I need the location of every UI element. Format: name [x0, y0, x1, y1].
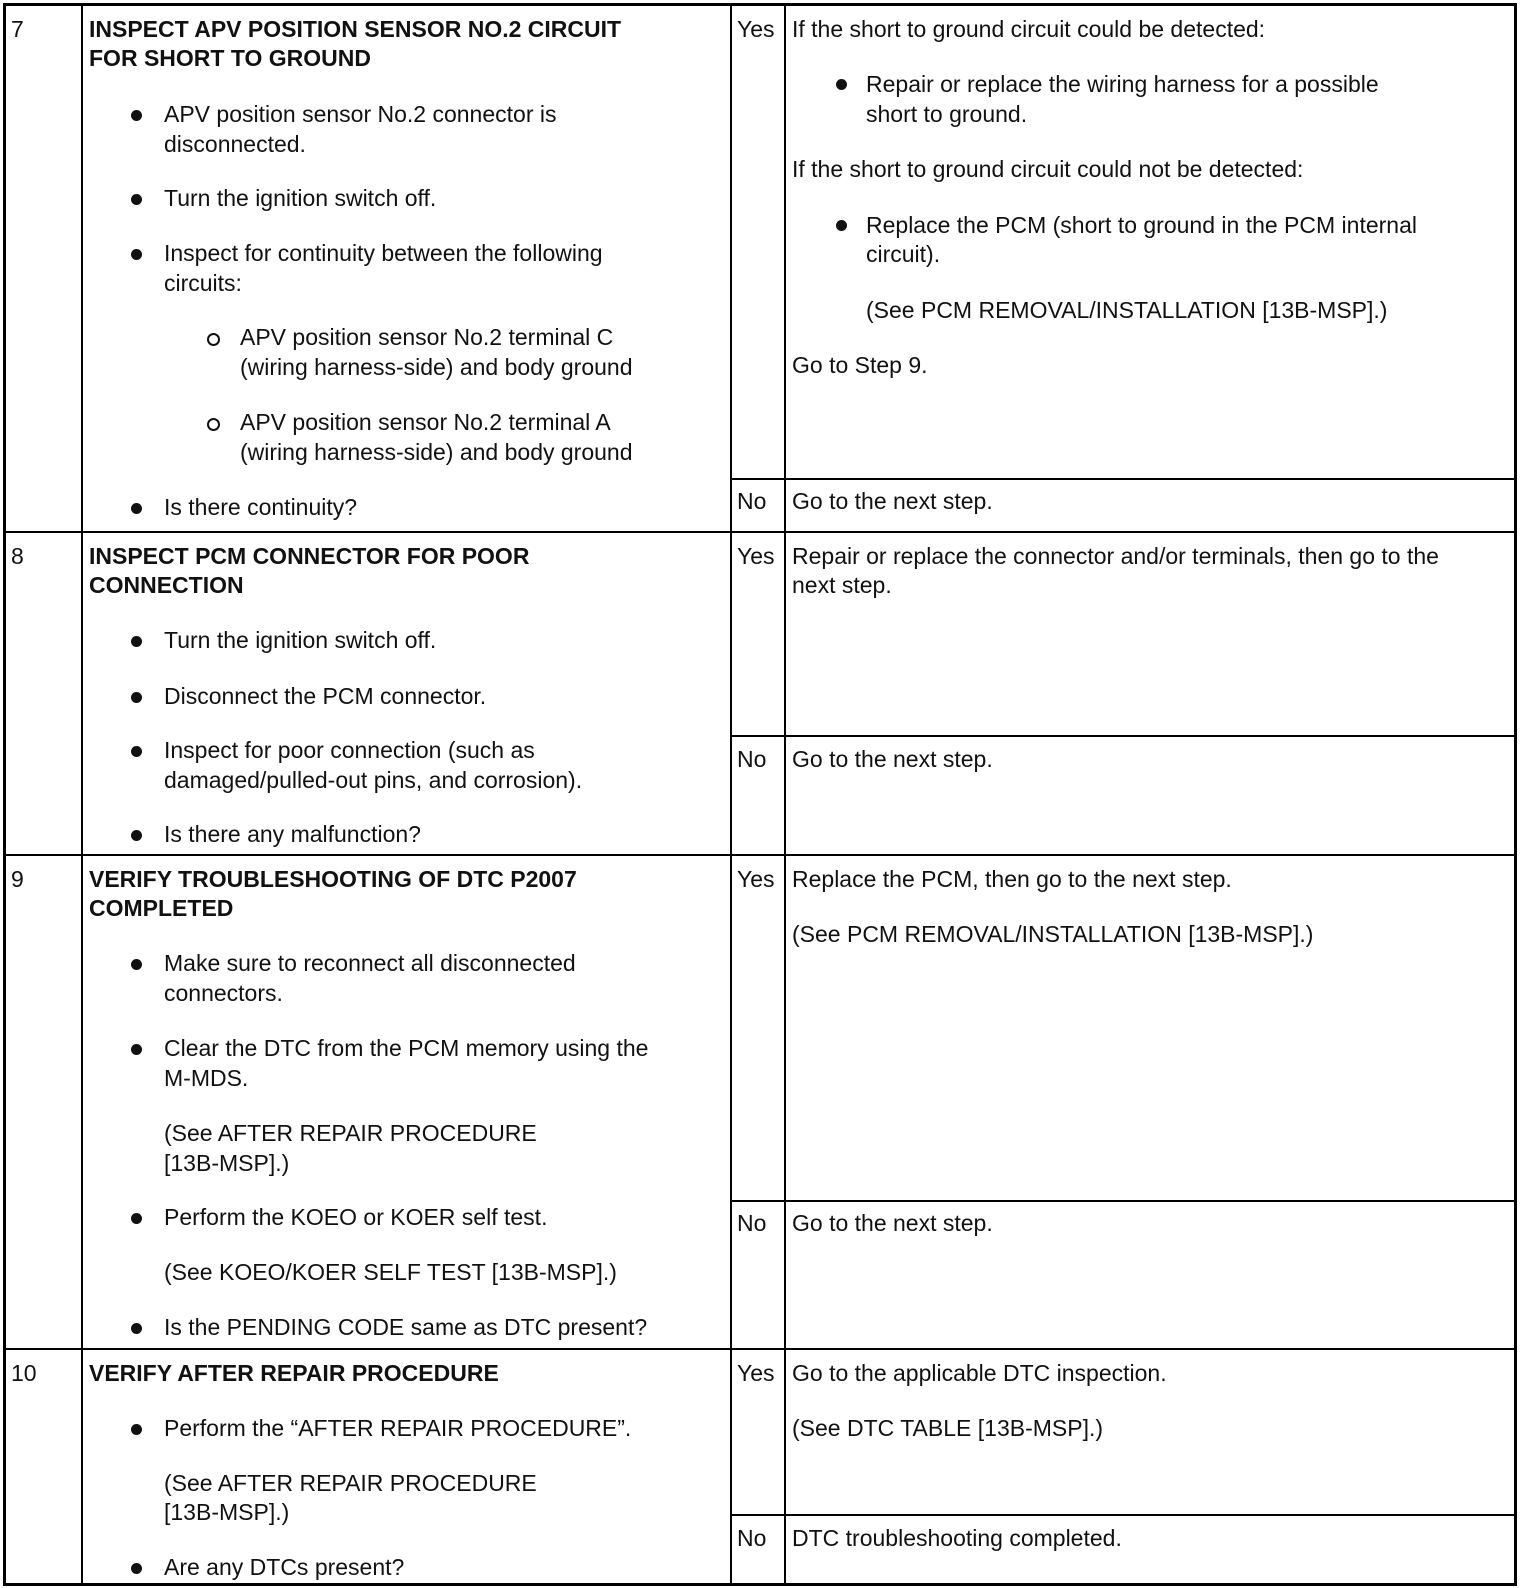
yes-result: Replace the PCM, then go to the next step. — [792, 866, 1232, 892]
step-number: 9 — [11, 866, 24, 892]
yes-reference: (See PCM REMOVAL/INSTALLATION [13B-MSP].) — [792, 921, 1314, 947]
yes-label: Yes — [737, 543, 775, 569]
yes-label: Yes — [737, 16, 775, 42]
list-item: Perform the “AFTER REPAIR PROCEDURE”. — [164, 1415, 632, 1441]
step-title: VERIFY AFTER REPAIR PROCEDURE — [89, 1360, 499, 1386]
step-title: CONNECTION — [89, 572, 244, 598]
bullet-icon — [131, 194, 142, 205]
table-border-top — [3, 3, 1517, 6]
yes-result: Repair or replace the connector and/or terminals, then go to the — [792, 543, 1439, 569]
no-result: Go to the next step. — [792, 746, 993, 772]
bullet-icon — [131, 636, 142, 647]
list-item: damaged/pulled-out pins, and corrosion). — [164, 767, 583, 793]
sub-list-item: APV position sensor No.2 terminal C — [240, 324, 614, 350]
sub-bullet-icon — [207, 418, 220, 431]
yes-no-divider-10 — [730, 1514, 1517, 1516]
bullet-icon — [131, 959, 142, 970]
list-item: Turn the ignition switch off. — [164, 627, 437, 653]
list-item: Clear the DTC from the PCM memory using the — [164, 1035, 649, 1061]
reference-text: [13B-MSP].) — [164, 1499, 290, 1525]
sub-list-item: APV position sensor No.2 terminal A — [240, 409, 611, 435]
no-result: DTC troubleshooting completed. — [792, 1525, 1122, 1551]
list-item: Is there any malfunction? — [164, 821, 421, 847]
no-result: Go to the next step. — [792, 488, 993, 514]
list-item: connectors. — [164, 980, 283, 1006]
yes-result: Go to the applicable DTC inspection. — [792, 1360, 1167, 1386]
reference-text: (See AFTER REPAIR PROCEDURE — [164, 1470, 537, 1496]
sub-bullet-icon — [207, 333, 220, 346]
row-divider-9-10 — [3, 1348, 1517, 1350]
list-item: Turn the ignition switch off. — [164, 185, 437, 211]
no-label: No — [737, 746, 767, 772]
bullet-icon — [131, 746, 142, 757]
bullet-icon — [131, 110, 142, 121]
row-divider-8-9 — [3, 854, 1517, 856]
list-item: Inspect for poor connection (such as — [164, 737, 535, 763]
sub-list-item: (wiring harness-side) and body ground — [240, 439, 633, 465]
reference-text: (See AFTER REPAIR PROCEDURE — [164, 1120, 537, 1146]
no-result: Go to the next step. — [792, 1210, 993, 1236]
yes-result: short to ground. — [866, 101, 1028, 127]
yes-result: next step. — [792, 572, 892, 598]
list-item: disconnected. — [164, 131, 306, 157]
step-title: INSPECT PCM CONNECTOR FOR POOR — [89, 543, 530, 569]
yes-reference: (See PCM REMOVAL/INSTALLATION [13B-MSP].) — [866, 297, 1388, 323]
yes-no-divider-9 — [730, 1200, 1517, 1202]
yes-label: Yes — [737, 1360, 775, 1386]
no-label: No — [737, 1525, 767, 1551]
yes-result: If the short to ground circuit could not be detected: — [792, 156, 1304, 182]
step-number: 7 — [11, 16, 24, 42]
no-label: No — [737, 488, 767, 514]
yes-no-divider-8 — [730, 735, 1517, 737]
bullet-icon — [131, 1323, 142, 1334]
yes-result: If the short to ground circuit could be detected: — [792, 16, 1266, 42]
yes-result: circuit). — [866, 241, 941, 267]
table-border-bottom — [3, 1583, 1517, 1586]
list-item: circuits: — [164, 270, 242, 296]
list-item: APV position sensor No.2 connector is — [164, 101, 557, 127]
bullet-icon — [131, 1213, 142, 1224]
bullet-icon — [131, 1044, 142, 1055]
yes-result: Replace the PCM (short to ground in the PCM internal — [866, 212, 1417, 238]
yes-label: Yes — [737, 866, 775, 892]
sub-list-item: (wiring harness-side) and body ground — [240, 354, 633, 380]
step-number: 8 — [11, 543, 24, 569]
bullet-icon — [836, 220, 847, 231]
bullet-icon — [131, 249, 142, 260]
no-label: No — [737, 1210, 767, 1236]
list-item: M-MDS. — [164, 1065, 249, 1091]
bullet-icon — [836, 79, 847, 90]
reference-text: (See KOEO/KOER SELF TEST [13B-MSP].) — [164, 1259, 617, 1285]
list-item: Is the PENDING CODE same as DTC present? — [164, 1314, 648, 1340]
list-item: Are any DTCs present? — [164, 1554, 405, 1580]
list-item: Make sure to reconnect all disconnected — [164, 950, 576, 976]
row-divider-7-8 — [3, 531, 1517, 533]
step-number: 10 — [11, 1360, 37, 1386]
bullet-icon — [131, 503, 142, 514]
yes-no-divider-7 — [730, 478, 1517, 480]
bullet-icon — [131, 1424, 142, 1435]
bullet-icon — [131, 830, 142, 841]
step-title: VERIFY TROUBLESHOOTING OF DTC P2007 — [89, 866, 577, 892]
yes-result: Repair or replace the wiring harness for a possible — [866, 71, 1379, 97]
yes-result: Go to Step 9. — [792, 352, 928, 378]
step-title: FOR SHORT TO GROUND — [89, 45, 371, 71]
yes-reference: (See DTC TABLE [13B-MSP].) — [792, 1415, 1104, 1441]
list-item: Inspect for continuity between the following — [164, 240, 603, 266]
step-title: COMPLETED — [89, 895, 234, 921]
list-item: Disconnect the PCM connector. — [164, 683, 487, 709]
list-item: Is there continuity? — [164, 494, 358, 520]
bullet-icon — [131, 1563, 142, 1574]
bullet-icon — [131, 692, 142, 703]
reference-text: [13B-MSP].) — [164, 1150, 290, 1176]
list-item: Perform the KOEO or KOER self test. — [164, 1204, 548, 1230]
step-title: INSPECT APV POSITION SENSOR NO.2 CIRCUIT — [89, 16, 622, 42]
